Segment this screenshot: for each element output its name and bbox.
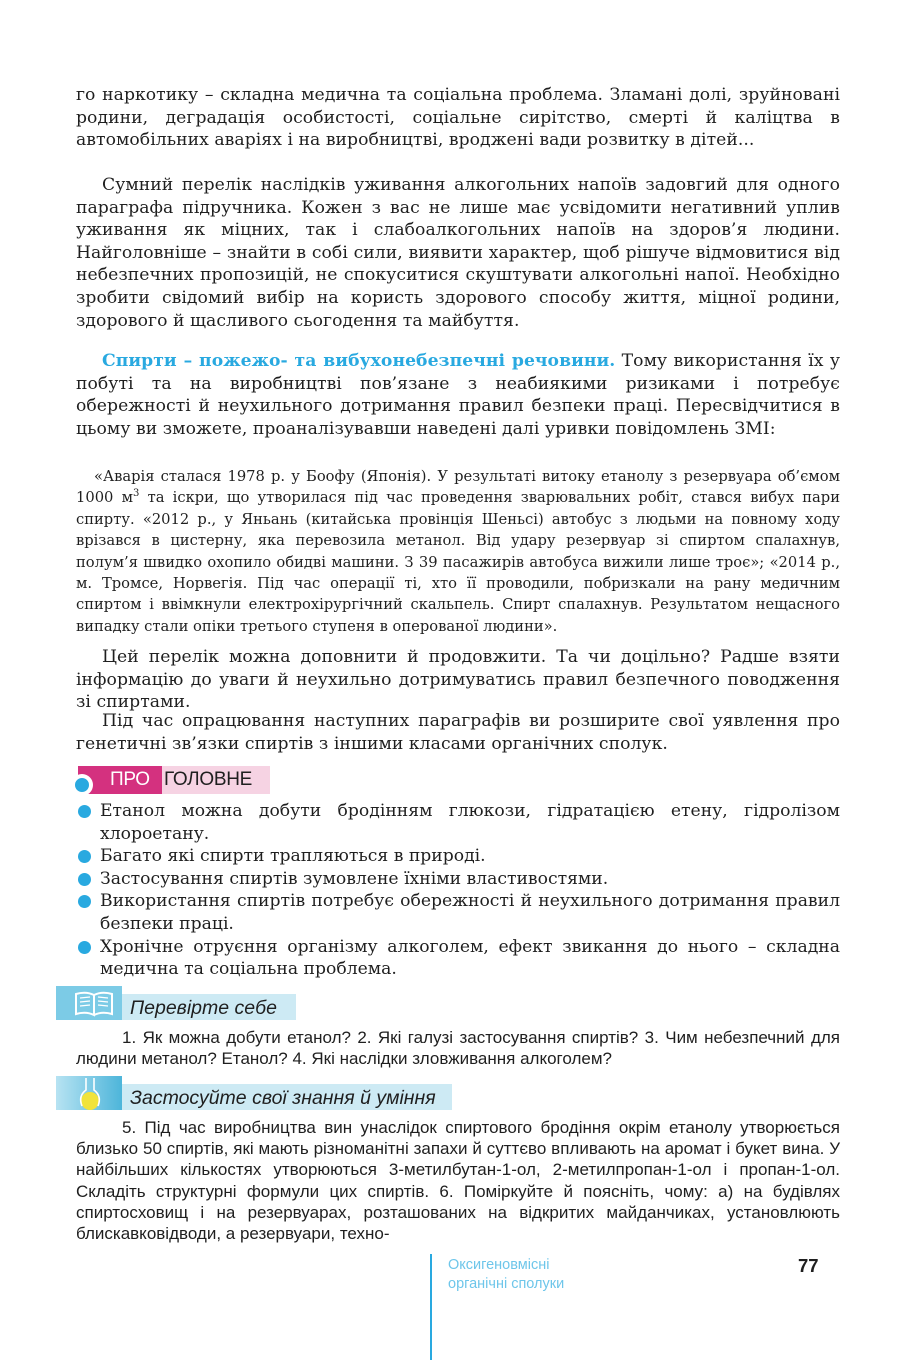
footer-chapter-title <box>448 1256 564 1294</box>
quote-part-a: «Аварія сталася 1978 р. у Боофу (Японія). У результаті витоку етанолу з резервуара об’ємом 1000 м <box>76 468 840 507</box>
paragraph-2 <box>76 174 840 332</box>
footer-chapter-line-2: органічні сполуки <box>448 1276 565 1292</box>
bullet-icon <box>78 895 91 908</box>
paragraph-5-text: Під час опрацювання наступних параграфів ви розширите свої уявлення про генетичні зв’язки спиртів з іншими класами органічних сполук. <box>76 711 840 754</box>
quote-part-b: та іскри, що утворилася під час проведення зварювальних робіт, стався вибух пари спирту. «2012 р., у Яньань (китайська провінція Шеньсі) автобус з людьми на повному ходу врізався в цистерну, яка перевозила метанол. Від удару резервуар зі спиртом спалахнув, полум’я швидко охопило обидві машини. З 39 пасажирів автобуса вижили лише троє»; «2014 р., м. Тромсе, Норвегія. Під час операції ті, хто її проводили, побризкали на рану медичним спиртом і ввімкнули електрохірургічний скальпель. Спирт спалахнув. Результатом нещасного випадку стали опіки третього ступеня в оперованої людини». <box>76 489 840 635</box>
paragraph-1-text: го наркотику – складна медична та соціальна проблема. Зламані долі, зруйновані родини, деградація особистості, соціальне сирітство, смерті й каліцтва в автомобільних аваріях і на виробництві, вроджені вади розвитку в дітей... <box>76 85 840 151</box>
book-icon <box>56 986 122 1020</box>
bullet-icon <box>78 941 91 954</box>
bullet-icon <box>78 805 91 818</box>
quote-superscript: 3 <box>133 488 140 500</box>
book-icon-graphic <box>56 986 122 1020</box>
media-quote-text <box>76 466 840 637</box>
footer-divider <box>430 1254 432 1360</box>
list-item <box>76 936 840 981</box>
paragraph-4-text: Цей перелік можна доповнити й продовжити. Та чи доцільно? Радше взяти інформацію до уваги й неухильно дотримуватись правил безпечного поводження зі спиртами. <box>76 647 840 713</box>
apply-tasks <box>76 1117 840 1244</box>
list-item <box>76 890 840 935</box>
list-item <box>76 845 840 868</box>
check-heading-label: Перевірте себе <box>130 997 277 1019</box>
flask-icon <box>56 1076 122 1110</box>
list-item-text: Багато які спирти трапляються в природі. <box>100 846 486 867</box>
footer-chapter-line-1: Оксигеновмісні <box>448 1257 550 1273</box>
list-item-text: Використання спиртів потребує обережності й неухильного дотримання правил безпеки праці. <box>100 891 840 934</box>
check-questions-text: 1. Як можна добути етанол? 2. Які галузі застосування спиртів? 3. Чим небезпечний для людини метанол? Етанол? 4. Які наслідки зловживання алкоголем? <box>76 1028 840 1069</box>
summary-heading <box>72 766 270 794</box>
summary-heading-part2: ГОЛОВНЕ <box>164 769 253 790</box>
paragraph-4 <box>76 646 840 714</box>
list-item <box>76 868 840 891</box>
page-number: 77 <box>798 1255 819 1276</box>
paragraph-3-text <box>76 350 840 440</box>
paragraph-3 <box>76 350 840 440</box>
check-questions <box>76 1027 840 1069</box>
list-item-text: Хронічне отруєння організму алкоголем, ефект звикання до нього – складна медична та соціальна проблема. <box>100 936 840 980</box>
paragraph-1 <box>76 84 840 152</box>
list-item <box>76 800 840 845</box>
list-item-text: Етанол можна добути бродінням глюкози, гідратацією етену, гідролізом хлороетану. <box>100 801 840 844</box>
paragraph-3-emphasis: Спирти – пожежо- та вибухонебезпечні речовини. <box>102 351 616 371</box>
summary-list <box>76 800 840 981</box>
paragraph-5 <box>76 710 840 755</box>
bullet-icon <box>78 850 91 863</box>
list-item-text: Застосування спиртів зумовлене їхніми властивостями. <box>100 868 609 889</box>
paragraph-3-rest: Тому використання їх у побуті та на виробництві пов’язане з неабиякими ризиками і потребує обережності й неухильного дотримання правил безпеки праці. Пересвідчитися в цьому ви зможете, проаналізувавши наведені далі уривки повідомлень ЗМІ: <box>76 351 840 439</box>
media-quote <box>76 466 840 637</box>
summary-bullet-icon <box>72 775 92 795</box>
check-heading <box>56 986 296 1020</box>
bullet-icon <box>78 873 91 886</box>
paragraph-2-text: Сумний перелік наслідків уживання алкогольних напоїв задовгий для одного параграфа підручника. Кожен з вас не лише має усвідомити негативний уплив уживання як міцних, так і слабоалкогольних напоїв на здоров’я людини. Найголовніше – знайти в собі сили, виявити характер, щоб рішуче відмовитися від небезпечних пропозицій, не спокуситися скуштувати алкогольні напої. Необхідно зробити свідомий вибір на користь здорового способу життя, міцної родини, здорового й щасливого сьогодення та майбуття. <box>76 175 840 331</box>
apply-heading-label: Застосуйте свої знання й уміння <box>130 1087 436 1109</box>
flask-icon-graphic <box>56 1076 122 1110</box>
apply-heading <box>56 1076 456 1110</box>
apply-tasks-text: 5. Під час виробництва вин унаслідок спиртового бродіння окрім етанолу утворюється близько 50 спиртів, які мають різноманітні запахи й суттєво впливають на аромат і букет вина. У найбільших кількостях утворюються 3-метилбутан-1-ол, 2-метилпропан-1-ол і пропан-1-ол. Складіть структурні формули цих спиртів. 6. Поміркуйте й поясніть, чому: а) на будівлях спиртосховищ і на резервуарах, розташованих на відкритих майданчиках, установлюють блискавковідводи, а резервуари, техно- <box>76 1118 840 1244</box>
summary-heading-part1: ПРО <box>110 769 150 790</box>
